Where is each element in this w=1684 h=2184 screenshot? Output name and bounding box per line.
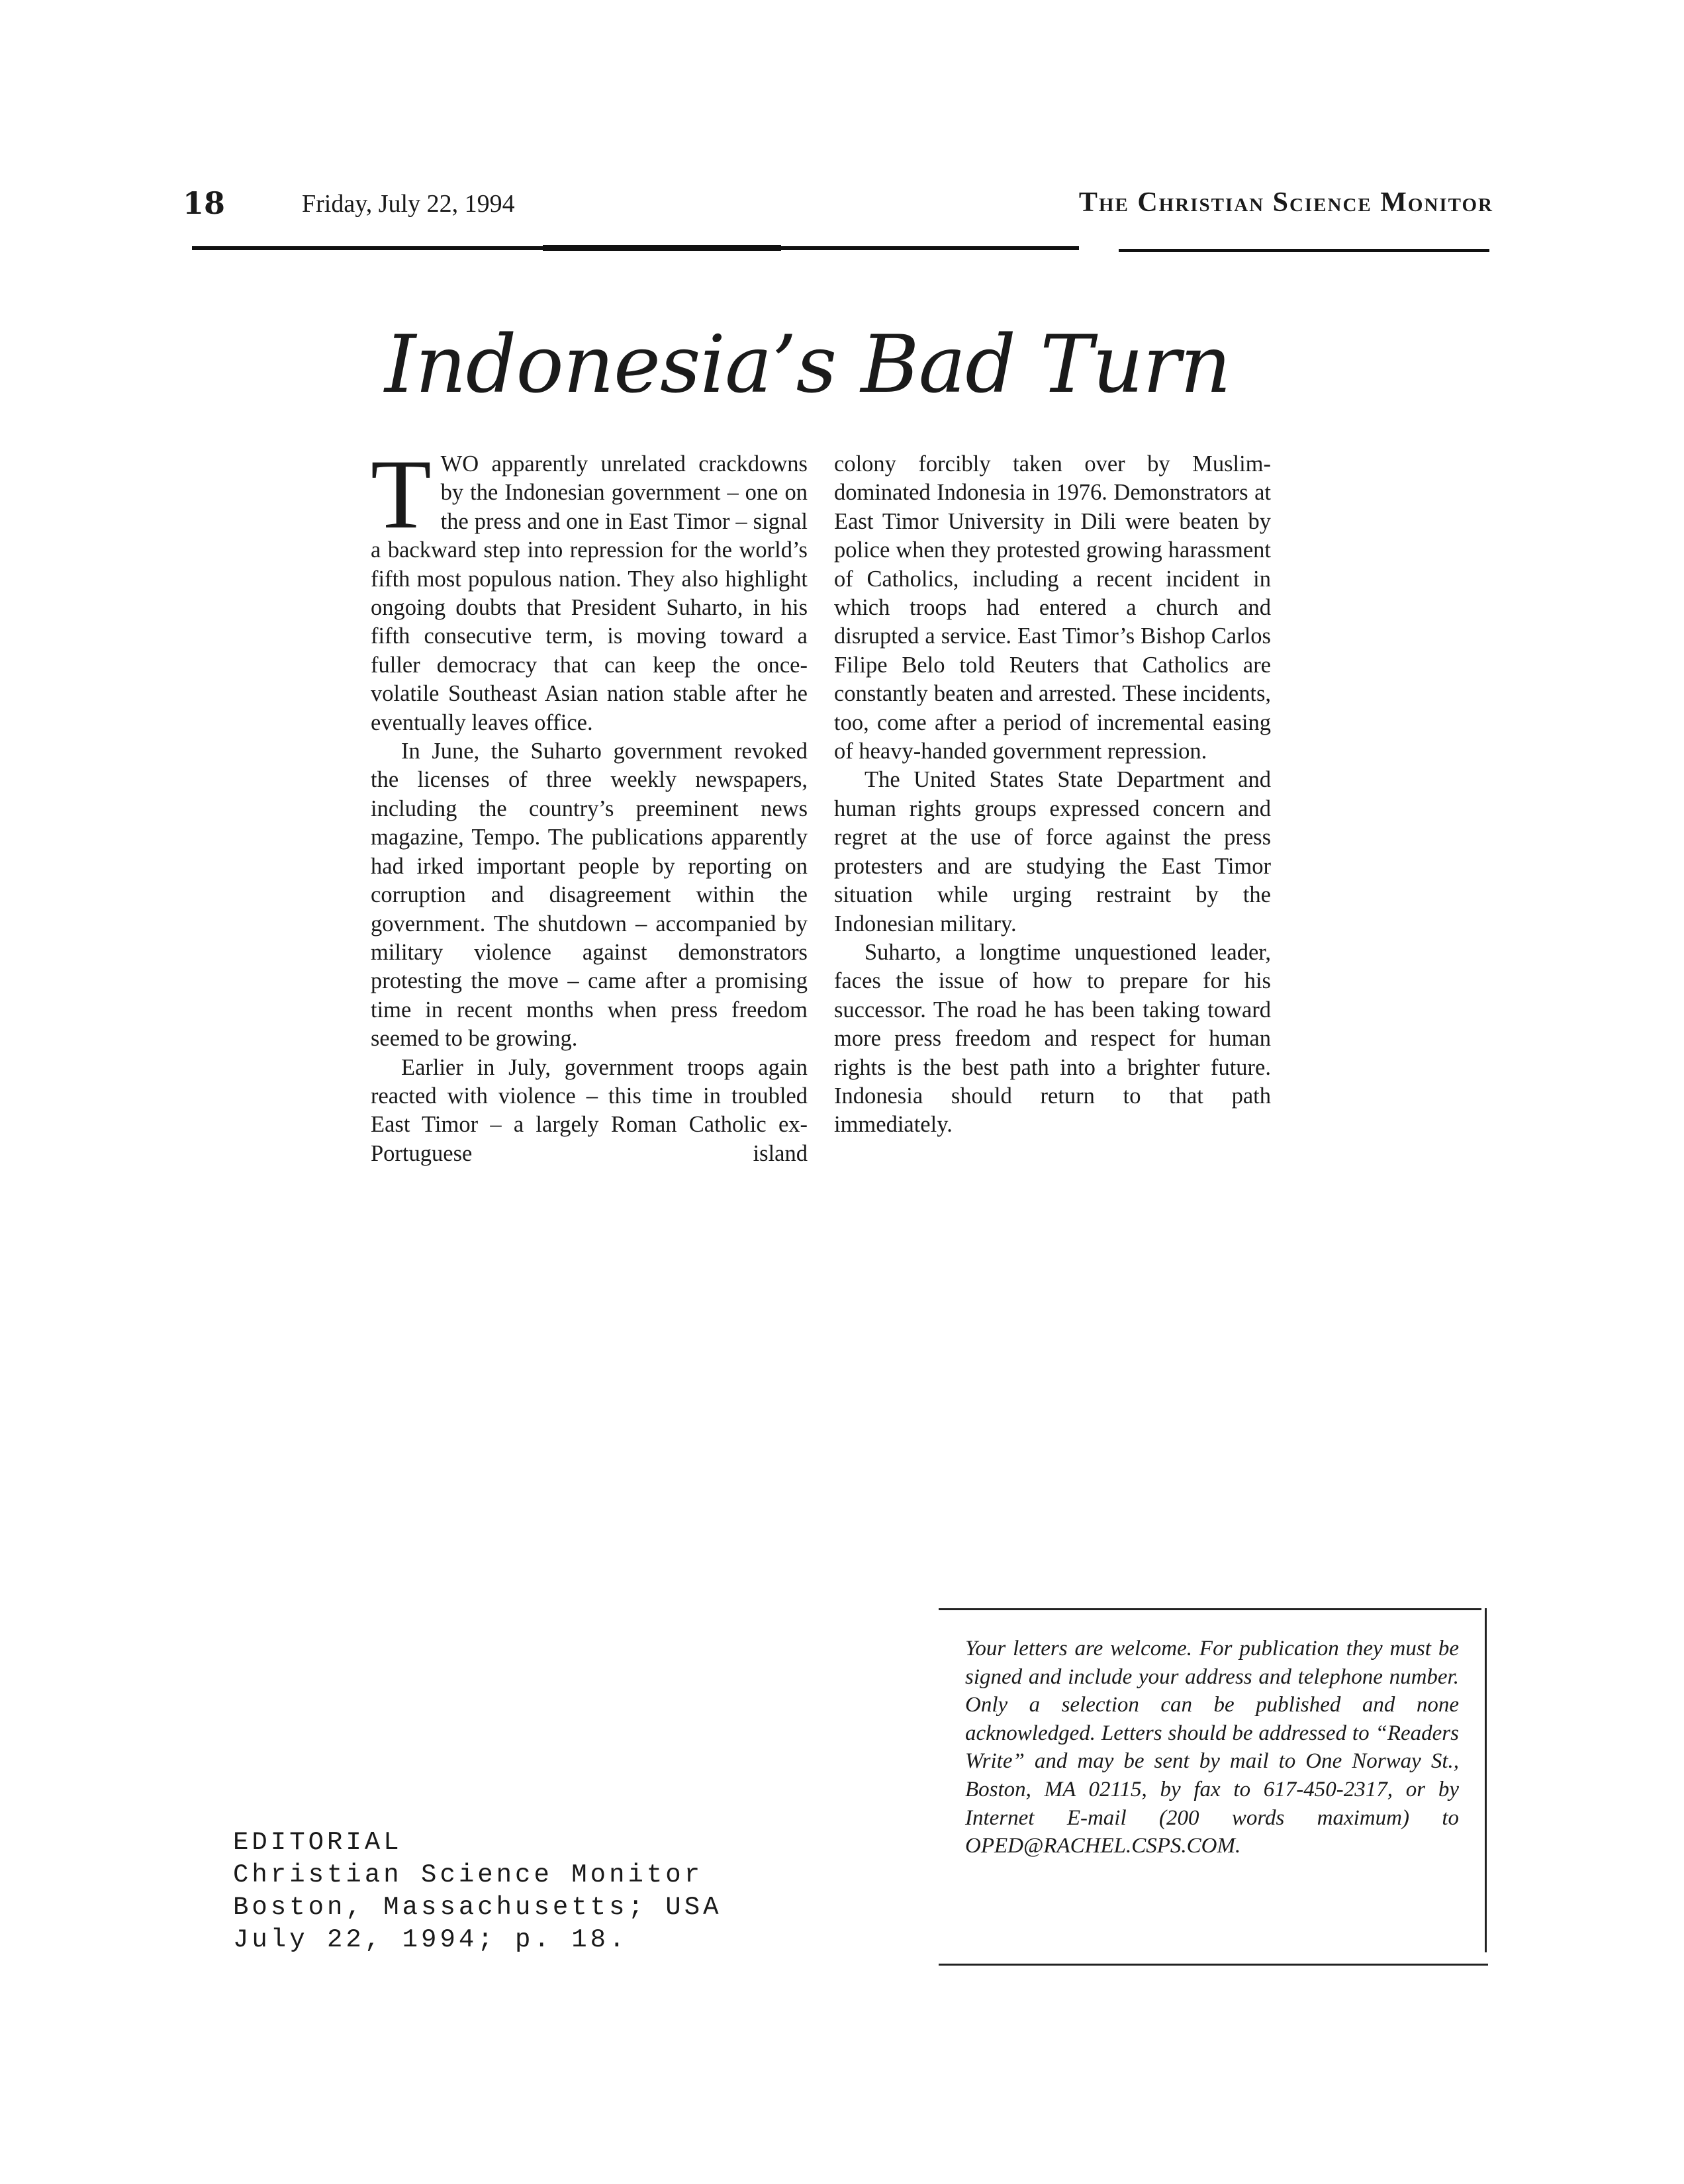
citation-line: EDITORIAL xyxy=(233,1828,402,1857)
article-headline: Indonesia’s Bad Turn xyxy=(384,319,1231,411)
letters-notice-text: Your letters are welcome. For publication they must be signed and include your address and telephone number. Only a selection can be published and none acknowledged. Letters should be addressed to “Readers Write” and may be sent by mail to One Norway St., Boston, MA 02115, by fax to 617-450-2317, or by Internet E-mail (200 words maximum) to OPED@RACHEL.CSPS.COM. xyxy=(965,1637,1459,1858)
article-column-left xyxy=(371,439,808,1168)
article-paragraph: In June, the Suharto government revoked the licenses of three weekly newspapers, including the country’s preeminent news magazine, Tempo. The publications apparently had irked important people by reporting on corruption and disagreement within the government. The shutdown – accompanied by military violence against demonstrators protesting the move – came after a promising time in recent months when press freedom seemed to be growing. xyxy=(371,739,808,1052)
article-paragraph: Earlier in July, government troops again reacted with violence – this time in troubled East Timor – a largely Roman Catholic ex-Portuguese island xyxy=(371,1054,808,1166)
page-number: 18 xyxy=(183,185,226,221)
letters-box-bottom-rule xyxy=(939,1964,1488,1966)
letters-box-top-rule xyxy=(939,1608,1481,1610)
publication-masthead: The Christian Science Monitor xyxy=(1078,187,1493,218)
article-paragraph-continued: colony forcibly taken over by Muslim-dominated Indonesia in 1976. Demonstrators at East Timor University in Dili were beaten by police when they protested growing harassment of Catholics, including a recent incident in which troops had entered a church and disrupted a service. East Timor’s Bishop Carlos Filipe Belo told Reuters that Catholics are constantly beaten and arrested. These incidents, too, come after a period of incremental easing of heavy-handed government repression. xyxy=(834,451,1271,764)
article-paragraph: Suharto, a longtime unquestioned leader, faces the issue of how to prepare for his successor. The road he has been taking toward more press freedom and respect for human rights is the best path into a brighter future. Indonesia should return to that path immediately. xyxy=(834,939,1271,1138)
article-paragraph: The United States State Department and human rights groups expressed concern and regret at the use of force against the press protesters and are studying the East Timor situation while urging restraint by the Indonesian military. xyxy=(834,767,1271,936)
article-body xyxy=(371,439,1271,1168)
header-rule-thick-segment xyxy=(543,245,781,251)
article-column-right xyxy=(834,450,1271,1168)
citation-line: Boston, Massachusetts; USA xyxy=(233,1893,722,1922)
letters-notice-box xyxy=(939,1608,1481,1966)
issue-date: Friday, July 22, 1994 xyxy=(302,190,515,218)
article-paragraph: TWO apparently unrelated crackdowns by the Indonesian government – one on the press and one in East Timor – signal a backward step into repression for the world’s fifth most populous nation. They also highlight ongoing doubts that President Suharto, in his fifth consecutive term, is moving toward a fuller democracy that can keep the once-volatile Southeast Asian nation stable after he eventually leaves office. xyxy=(371,439,808,735)
header-rule-right xyxy=(1119,249,1489,252)
citation-line: Christian Science Monitor xyxy=(233,1860,704,1889)
page-header xyxy=(183,185,1493,225)
source-citation xyxy=(233,1827,722,1956)
citation-line: July 22, 1994; p. 18. xyxy=(233,1925,628,1954)
letters-box-side-rule xyxy=(1485,1608,1487,1952)
drop-cap: T xyxy=(371,439,432,549)
